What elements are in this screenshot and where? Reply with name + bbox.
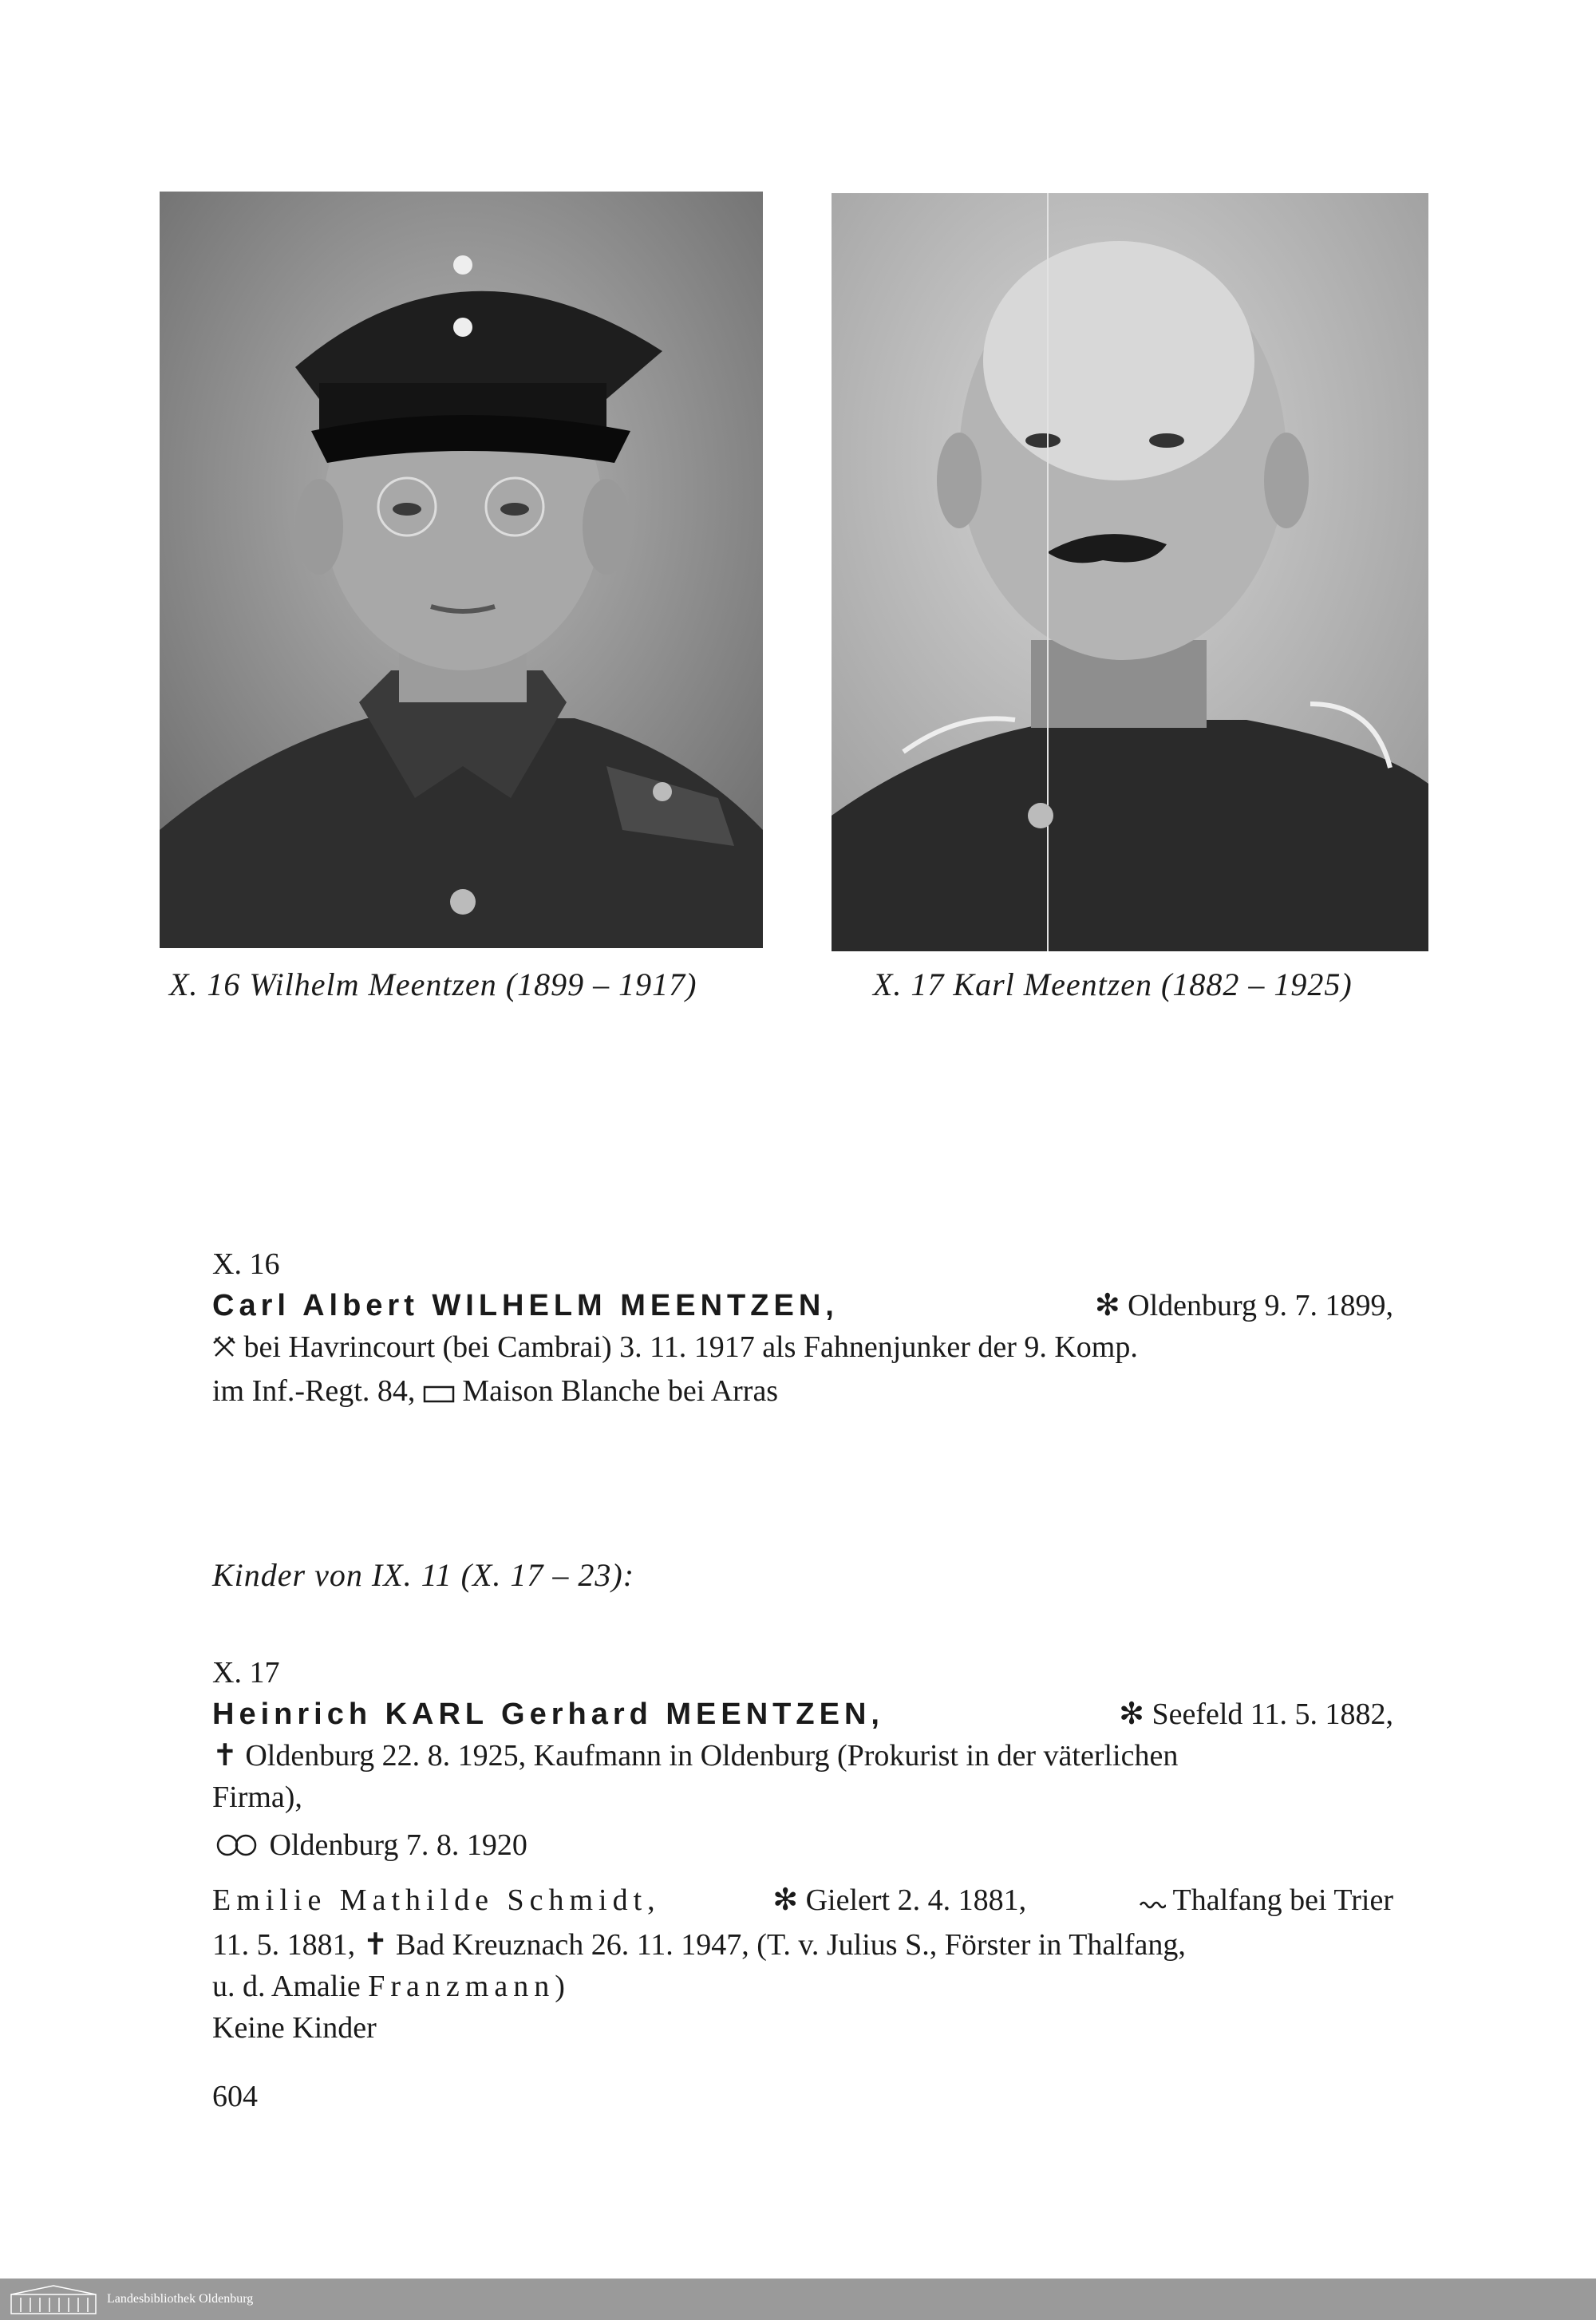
spouse-parents xyxy=(212,1966,1393,2007)
page-number: 604 xyxy=(212,2080,258,2113)
marriage-rings-icon xyxy=(212,1827,262,1868)
spouse-baptism: Thalfang bei Trier xyxy=(1172,1883,1393,1918)
children-heading: Kinder von IX. 11 (X. 17 – 23): xyxy=(212,1557,635,1593)
death-line xyxy=(212,1326,1393,1370)
library-building-logo xyxy=(10,2283,97,2315)
birth-info: ✻ Oldenburg 9. 7. 1899, xyxy=(1094,1289,1393,1322)
entry-number: X. 17 xyxy=(212,1656,280,1690)
spouse-baptism-group xyxy=(1139,1879,1393,1923)
entry-x16 xyxy=(212,1243,1393,1415)
birth-info: ✻ Seefeld 11. 5. 1882, xyxy=(1119,1698,1393,1731)
portrait-wilhelm-meentzen xyxy=(160,192,763,948)
marriage-text: Oldenburg 7. 8. 1920 xyxy=(269,1828,527,1862)
regiment-text: im Inf.-Regt. 84, xyxy=(212,1374,416,1409)
death-text: bei Havrincourt (bei Cambrai) 3. 11. 1917 als Fahnenjunker der 9. Komp. xyxy=(243,1330,1138,1364)
baptism-wave-icon xyxy=(1139,1883,1166,1924)
children-note: Keine Kinder xyxy=(212,2010,377,2045)
burial-line xyxy=(212,1370,1393,1414)
entry-name-line xyxy=(212,1285,1393,1326)
mother-prefix: u. d. Amalie xyxy=(212,1969,361,2003)
spouse-birth: ✻ Gielert 2. 4. 1881, xyxy=(772,1883,1027,1918)
person-name: Heinrich KARL Gerhard MEENTZEN, xyxy=(212,1698,884,1731)
entry-number: X. 16 xyxy=(212,1247,280,1281)
person-name: Carl Albert WILHELM MEENTZEN, xyxy=(212,1289,839,1322)
library-name: Landesbibliothek Oldenburg xyxy=(107,2292,254,2306)
grave-rectangle-icon xyxy=(423,1373,455,1415)
spouse-line xyxy=(212,1879,1393,1923)
burial-place: Maison Blanche bei Arras xyxy=(462,1374,779,1409)
photo-caption-left: X. 16 Wilhelm Meentzen (1899 – 1917) xyxy=(169,966,697,1002)
library-footer xyxy=(0,2279,1596,2320)
marriage-line xyxy=(212,1824,1393,1868)
photo-caption-right: X. 17 Karl Meentzen (1882 – 1925) xyxy=(873,966,1353,1002)
portrait-karl-meentzen xyxy=(832,193,1428,951)
mother-surname: Franzmann) xyxy=(368,1969,571,2003)
entry-name-line xyxy=(212,1694,1393,1735)
crossed-swords-icon xyxy=(212,1329,236,1370)
spouse-details: 11. 5. 1881, ✝ Bad Kreuznach 26. 11. 1947, (T. v. Julius S., Förster in Thalfang, xyxy=(212,1927,1186,1962)
spouse-name: Emilie Mathilde Schmidt, xyxy=(212,1883,661,1918)
occupation-continued: Firma), xyxy=(212,1781,302,1814)
entry-x17 xyxy=(212,1652,1393,2049)
death-occupation-line: ✝ Oldenburg 22. 8. 1925, Kaufmann in Oldenburg (Prokurist in der väterlichen xyxy=(212,1739,1179,1773)
